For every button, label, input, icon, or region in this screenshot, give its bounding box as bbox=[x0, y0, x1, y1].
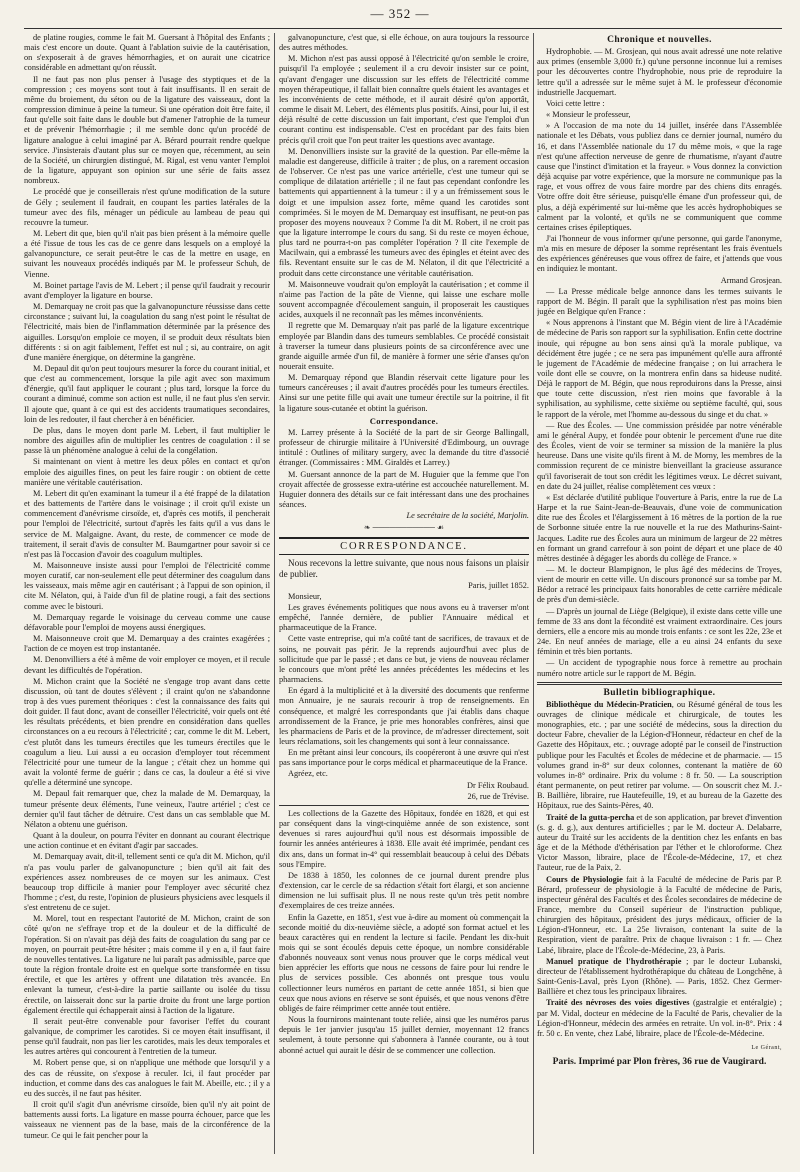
separator-line bbox=[279, 805, 529, 806]
paragraph: « Nous apprenons à l'instant que M. Bégin vient de lire à l'Académie de médecine de Paris son rapport sur la syphilisation. Enfin cette doctrine inouïe, qui répugne au bon sens ainsi qu'à la morale publique, va décidément être jugée ; ce ne sera pas impunément qu'elle aura affronté le jugement de l'Académie de médecine française ; on lui arrachera le voile dont elle se couvre, on la montrera enfin dans sa hideuse nudité. Déjà le rapport de M. Bégin, que nous reproduirons dans la Presse, ainsi que toute cette discussion, n'est rien moins que favorable à la syphilisation, au syphilisme, cette sixième ou septième faculté, qui, sous le rapport de la vérole, met l'homme au-dessous du singe et du chat. » bbox=[537, 318, 782, 419]
paragraph: M. Depaul fait remarquer que, chez la malade de M. Demarquay, la tumeur présente deux éléments, l'une veineux, l'autre artériel ; c'est ce dernier qu'il faut tâcher de détruire. C'est dans un cas semblable que M. Nélaton a obtenu une guérison. bbox=[24, 789, 270, 829]
top-rule bbox=[24, 28, 782, 29]
paragraph: Cette vaste entreprise, qui m'a coûté tant de sacrifices, de travaux et de soins, ne pouvait pas périr. Je la reprends aujourd'hui avec plus de sollicitude que par le passé ; et dans ce but, je viens de nouveau réclamer le concours que m'ont prêté les années précédentes les médecins et les pharmaciens. bbox=[279, 634, 529, 685]
correspondance-heading: CORRESPONDANCE. bbox=[279, 537, 529, 555]
column-middle bbox=[279, 33, 529, 1154]
bibliography-text: (gastralgie et entéralgie) ; par M. Vidal, docteur en médecine de la Faculté de Paris, chevalier de la Légion-d'Honneur, médecin des armées en retraite. Un vol. in-8°. Prix : 4 fr. 50 c. En vente, chez Labé, libraire, place de l'École-de-Médecine. bbox=[537, 998, 782, 1038]
paragraph: De 1838 à 1850, les colonnes de ce journal durent prendre plus d'extension, car le cercle de sa rédaction s'était fort élargi, et son ancienne dimension ne lui suffisait plus. Il ne nous reste qu'un très petit nombre d'exemplaires de ces treize années. bbox=[279, 870, 529, 911]
paragraph: Enfin la Gazette, en 1851, s'est vue à-dire au moment où commençait la seconde moitié du dix-neuvième siècle, a adopté son format actuel et les beaux caractères qui en rendent la lecture si facile. Pendant les dix-huit mois qui se sont écoulés depuis cette époque, un nombre considérable d'abonnés nouveaux sont venus nous prouver que le corps médical veut bien apprécier les efforts que nous ne cessons de faire pour lui rendre le plus de services possible. Ces abonnés ont presque tous voulu collectionner leurs numéros en partant de cette année 1851, si bien que ceux que nous avions en réserve se sont épuisés, et que nous venons d'être obligés de faire réimprimer cette année tout entière. bbox=[279, 912, 529, 1013]
letter-salutation: Monsieur, bbox=[288, 591, 322, 601]
page-number: — 352 — bbox=[370, 6, 430, 21]
chronicle-heading: Chronique et nouvelles. bbox=[607, 35, 712, 45]
paragraph: J'ai l'honneur de vous informer qu'une personne, qui garde l'anonyme, m'a mis en mesure de déposer la somme représentant les frais éventuels des expériences généreuses que vous offrez de faire, et j'attends que vous en indiquiez le montant. bbox=[537, 233, 782, 274]
grosjean-signature: Armand Grosjean. bbox=[720, 275, 782, 285]
paragraph: M. Larrey présente à la Société de la part de sir George Ballingall, professeur de chirurgie militaire à l'Université d'Edimbourg, un ouvrage intitulé : Outlines of military surgery, avec la demande du titre d'associé étranger. (Commissaires : MM. Giraldès et Larrey.) bbox=[279, 427, 529, 468]
paragraph: » A l'occasion de ma note du 14 juillet, insérée dans l'Assemblée nationale et les Débats, vous publiez dans ce dernier journal, numéro du 16, et dans l'Assemblée nationale du 17 du même mois, « que la rage n'est qu'une affection nerveuse de genre de rhumatisme, n'ayant d'autre cause que l'instinct d'imitation et la frayeur. » Vous donnez la conviction déjà acquise par votre expérience, que la morsure ne communique pas la rage, et vous offrez de vous faire mordre par des chiens dits enragés. Votre offre doit être sérieuse, puisqu'elle émane d'un professeur qui, de plus, a déjà expérimenté sur lui-même que les accès hydrophobiques se calment par la volonté, et qu'ils ne se communiquent que comme certaines crises épileptiques. bbox=[537, 121, 782, 232]
paragraph: M. Denonvilliers insiste sur la gravité de la question. Par elle-même la maladie est dangereuse, difficile à traiter ; de plus, on a rarement occasion de l'observer. Ce n'est pas une varice artérielle, c'est une tumeur qui se complique de dilatation artérielle ; il ne faut pas cependant confondre les battements qui appartiennent à la tumeur : il y a un frémissement sous le doigt et une impulsion assez forte, même quand les carotides sont comprimées. Si le moyen de M. Demarquay est insuffisant, ne peut-on pas proposer des moyens nouveaux ? Comme l'a dit M. Robert, il ne croit pas que la ligature interrompe le cours du sang. Si du reste ce moyen échoue, plus tard ne pourra-t-on pas compléter l'opération ? Il cite l'exemple de Macilwain, qui a embrassé les tumeurs avec des épingles et éteint avec des fils. Reventant ensuite sur le cas de M. Nélaton, il dit que l'électricité a produit dans cette circonstance une véritable cautérisation. bbox=[279, 146, 529, 278]
paragraph: de platine rougies, comme le fait M. Guersant à l'hôpital des Enfants ; mais c'est encore un doute. Quant à l'ablation suivie de la cautérisation, on s'exposerait à de graves hémorrhagies, et on aurait une cicatrice considérable en admettant qu'on réussît. bbox=[24, 33, 270, 73]
paragraph: M. Demarquay ne croit pas que la galvanopuncture réussisse dans cette circonstance ; suivant lui, la coagulation du sang n'est point le résultat de l'électricité, mais bien de l'inflammation déterminée par la présence des aiguilles. Lorsqu'on emploie ce moyen, il se produit deux résultats bien différents : si on agit faiblement, l'effet est nul ; si, au contraire, on agit d'une manière énergique, on détermine la gangrène. bbox=[24, 302, 270, 362]
paragraph: Quant à la douleur, on pourra l'éviter en donnant au courant électrique une action continue et en évitant d'agir par saccades. bbox=[24, 831, 270, 851]
bibliography-entry bbox=[537, 957, 782, 998]
column-divider bbox=[533, 33, 534, 1154]
paragraph: M. Michon n'est pas aussi opposé à l'électricité qu'on semble le croire, puisqu'il l'a employée ; seulement il a cru devoir insister sur ce point, qu'avant d'engager une discussion sur les effets de l'électricité comme moyen thérapeutique, il fallait bien connaître quels étaient les avantages et les inconvénients de cette méthode, et il aurait désiré qu'on apportât, comme le disait M. Lebert, des éléments plus positifs. Ainsi, pour lui, il est déjà résulté de cette discussion un fait important, c'est que l'emploi d'un courant continu est indispensable. C'est en procédant par des faits bien précis qu'il croit que l'on peut traiter les questions avec avantage. bbox=[279, 54, 529, 145]
bibliography-title: Cours de Physiologie bbox=[546, 874, 623, 884]
paragraph: M. Maisonneuve voudrait qu'on employât la cautérisation ; et comme il n'aime pas l'action de la pâte de Vienne, qui laisse une eschare molle souvent accompagnée d'écoulement sanguin, il proposerait les caustiques acides, auxquels il ne reconnaît pas les mêmes inconvénients. bbox=[279, 279, 529, 320]
paragraph: En égard à la multiplicité et à la diversité des documents que renferme mon Annuaire, je ne saurais recourir à trop de renseignements. En conséquence, et malgré les correspondants que j'ai établis dans chaque arrondissement de la France, je prie mes honorables confrères, ainsi que les pharmaciens de Paris et de la province, de m'adresser directement, soit leurs réclamations, soit les changements qui sont à leur connaissance. bbox=[279, 686, 529, 746]
printer-imprint: Paris. Imprimé par Plon frères, 36 rue de Vaugirard. bbox=[552, 1057, 767, 1068]
paragraph: M. Demarquay répond que Blandin réservait cette ligature pour les tumeurs cancéreuses ; il avait d'autres procédés pour les tumeurs érectiles. Ainsi sur une petite fille qui avait une tumeur érectile sur la poitrine, il fit la ligature sous-cutanée et obtint la guérison. bbox=[279, 373, 529, 413]
column-left bbox=[24, 33, 270, 1154]
column-right bbox=[537, 33, 782, 1154]
correspondence-notes bbox=[279, 428, 529, 510]
letter-body bbox=[279, 603, 529, 769]
gazette-notice bbox=[279, 809, 529, 1056]
paragraph: — M. le docteur Blampignon, le plus âgé des médecins de Troyes, vient de mourir en cette ville. Un discours prononcé sur sa tombe par M. Bédor a retracé les principaux faits honorables de cette carrière médicale de près d'un demi-siècle. bbox=[537, 564, 782, 605]
bibliography-list bbox=[537, 700, 782, 1039]
paragraph: M. Depaul dit qu'on peut toujours mesurer la force du courant initial, et que c'est au commencement, lorsque la pile agit avec son maximum d'énergie, qu'il faut appliquer le courant ; plus tard, lorsque la force du courant a diminué, comme son action est nulle, il ne faut plus s'en servir. Il ajoute que, quant à ce qui est des accidents traumatiques secondaires, loin de les redouter, il faut chercher à en bénéficier. bbox=[24, 364, 270, 424]
hydrophobia-note bbox=[537, 47, 782, 274]
bibliography-title: Manuel pratique de l'hydrothérapie bbox=[546, 956, 682, 966]
bibliography-heading: Bulletin bibliographique. bbox=[603, 687, 716, 698]
correspondence-subhead: Correspondance. bbox=[369, 415, 439, 426]
paragraph: galvanopuncture, c'est que, si elle échoue, on aura toujours la ressource des autres méthodes. bbox=[279, 33, 529, 53]
paragraph: M. Denonvilliers a été à même de voir employer ce moyen, et il recule devant les difficultés de l'opération. bbox=[24, 655, 270, 675]
paragraph: M. Maisonneuve insiste aussi pour l'emploi de l'électricité comme moyen curatif, car non-seulement elle peut déterminer des coagulum dans les vaisseaux, mais même agir en cautérisant ; à l'appui de son opinion, il cite M. Nélaton, qui, à l'aide d'un fil de platine rougi, a fait des sections comme avec le bistouri. bbox=[24, 560, 270, 611]
letter-address: 26, rue de Trévise. bbox=[467, 791, 529, 801]
paragraph: Les collections de la Gazette des Hôpitaux, fondée en 1828, et qui est par conséquent dans la vingt-cinquième année de son existence, sont devenues si rares aujourd'hui qu'il nous est désormais impossible de fournir les années antérieures à 1838. Elle avait été imprimée, pendant ces dix ans, dans un format in-4° qui ressemblait beaucoup à celui des Débats sous l'Empire. bbox=[279, 808, 529, 869]
bibliography-entry bbox=[537, 700, 782, 812]
secretary-signature: Le secrétaire de la société, Marjolin. bbox=[406, 511, 529, 521]
letter-signature: Dr Félix Roubaud. bbox=[467, 780, 529, 790]
bibliography-title: Bibliothèque du Médecin-Praticien bbox=[546, 699, 672, 709]
bibliography-text: ; par le docteur Lubanski, directeur de l'établissement hydrothérapique du château de Longchêne, à Saint-Genis-Laval, près Lyon (Rhône). — Paris, 1852. Chez Germer-Baillière et chez tous les principaux libraires. bbox=[537, 956, 782, 997]
paragraph: M. Guersant annonce de la part de M. Huguier que la femme que l'on croyait affectée de grossesse extra-utérine est accouchée naturellement. M. Huguier donnera des détails sur ce fait intéressant dans une des prochaines séances. bbox=[279, 469, 529, 510]
bibliography-entry bbox=[537, 813, 782, 874]
paragraph: M. Robert pense que, si on n'applique une méthode que lorsqu'il y a des cas de réussite, on s'expose à reculer. Ici, il faut procéder par induction, et comme dans des cas analogues le fait M. Abeille, etc. ; il y a eu des succès, il ne faut pas hésiter. bbox=[24, 1058, 270, 1098]
paragraph: Voici cette lettre : bbox=[546, 98, 605, 108]
paragraph: Hydrophobie. — M. Grosjean, qui nous avait adressé une note relative aux primes (ensemble 3,000 fr.) qu'une personne inconnue lui a remises pour les découvertes contre l'hydrophobie, nous prie de reproduire la lettre qu'il a adressée sur le même sujet à M. le professeur d'économie industrielle Jacquemart. bbox=[537, 47, 782, 97]
paragraph: M. Lebert dit que, bien qu'il n'ait pas bien présent à la mémoire quelle a été l'issue de tous les cas de ce genre dans lesquels on a employé la galvanopuncture, ce serait peut-être le cas de la mettre en usage, en suivant les nouveaux procédés indiqués par M. le professeur Schuh, de Vienne. bbox=[24, 228, 270, 279]
paragraph: Il ne faut pas non plus penser à l'usage des styptiques et de la compression ; ces moyens sont tout à fait insuffisants. Il en serait de même du broiement, du séton ou de la ligature des vaisseaux, dont la compression diminue à peine la tumeur. Si une opération doit être faite, il faut qu'elle soit faite dans le double but d'amener l'atrophie de la tumeur et de prévenir l'hémorrhagie ; il me semble donc qu'un procédé de ligature analogue à celui imaginé par A. Bérard pourrait rendre quelque service. J'insisterais d'autant plus sur ce moyen que, récemment, au sein de la Société, un chirurgien distingué, M. Rigal, est venu vanter l'emploi de la ligature, appuyant son opinion sur une série de faits assez nombreux. bbox=[24, 74, 270, 186]
society-discussion bbox=[279, 33, 529, 414]
bibliography-text: fait à la Faculté de médecine de Paris par P. Bérard, professeur de physiologie à la Faculté de médecine de Paris, inspecteur général des Facultés et des Écoles secondaires de médecine de France, membre du Conseil supérieur de l'instruction publique, chirurgien des hôpitaux, président des jurys médicaux, officier de la Légion-d'Honneur, etc. La 25e livraison, contenant la suite de la Respiration, vient de paraître. Prix de chaque livraison : 1 fr. — Chez Labé, libraire, place de l'École-de-Médecine, 23, à Paris. bbox=[537, 874, 782, 955]
paragraph: Le procédé que je conseillerais n'est qu'une modification de la suture de Gély ; seulement il faudrait, en coupant les parties latérales de la tumeur avec des fils, ménager un pédicule au lambeau de peau qui recouvre la tumeur. bbox=[24, 187, 270, 227]
separator-line bbox=[537, 682, 782, 685]
paragraph: Les graves événements politiques que nous avons eu à traverser m'ont empêché, l'année dernière, de publier l'Annuaire médical et pharmaceutique de la France. bbox=[279, 602, 529, 633]
paragraph: — D'après un journal de Liège (Belgique), il existe dans cette ville une femme de 33 ans dont la fécondité est vraiment extraordinaire. Ces jours derniers, elle a encore mis au monde trois enfants : ce sont les 22e, 23e et 24e. En neuf années de mariage, elle a eu ainsi 24 enfants du sexe féminin et très bien portants. bbox=[537, 606, 782, 657]
paragraph: M. Morel, tout en respectant l'autorité de M. Michon, craint de son côté qu'on ne s'effraye trop et de la douleur et de la difficulté de l'opération. Si on n'avait pas déjà des faits de coagulation du sang par ce moyen, on pourrait peut-être hésiter ; mais comme il y en a, il faut faire de nouvelles tentatives. La ligature ne lui paraît pas admissible, parce que toute la région frontale droite est en quelque sorte transformée en tissu érectile, et que les artères y offrent une dilatation très avancée. En enlevant la tumeur, c'est-à-dire la partie saillante ou isolée du tissu érectile, on laisserait donc sur la partie droite du front une large portion également érectile qui échapperait ainsi à l'action de la ligature. bbox=[24, 914, 270, 1015]
paragraph: — Un accident de typographie nous force à remettre au prochain numéro notre article sur le rapport de M. Bégin. bbox=[537, 658, 782, 678]
bibliography-entry bbox=[537, 875, 782, 956]
news-items bbox=[537, 287, 782, 679]
paragraph: M. Boinet partage l'avis de M. Lebert ; il pense qu'il faudrait y recourir avant d'employer la ligature en bourse. bbox=[24, 280, 270, 300]
gerant-label: Le Gérant, bbox=[751, 1045, 782, 1051]
paragraph: En me prêtant ainsi leur concours, ils coopéreront à une œuvre qui n'est pas sans importance pour le corps médical et pharmaceutique de la France. bbox=[279, 748, 529, 768]
letter-date: Paris, juillet 1852. bbox=[468, 580, 529, 590]
paragraph: Nous la fournirons maintenant toute reliée, ainsi que les numéros parus depuis le 1er janvier jusqu'au 15 juillet dernier, moyennant 12 francs seulement, à toute personne qui s'abonnera à l'année courante, ou à tout abonné actuel qui aurait le désir de se commencer une collection. bbox=[279, 1015, 529, 1055]
paragraph: Si maintenant on vient à mettre les deux pôles en contact et qu'on emploie des aiguilles fines, on peut les faire rougir : on obtient de cette manière une véritable cautérisation. bbox=[24, 457, 270, 487]
paragraph: M. Lebert dit qu'en examinant la tumeur il a été frappé de la dilatation et des battements de l'artère dans le voisinage ; il croit qu'il existe un commencement d'anévrisme cirsoïde, et, d'après ces motifs, il pencherait pour l'emploi de l'électricité, surtout d'après les faits qu'il a vus dans le service de M. Malgaigne. Avant, du reste, de commencer ce mode de traitement, il serait d'avis de consulter M. Baumgartner pour savoir si ce n'est pas là l'occasion d'avoir des coagulum multiples. bbox=[24, 488, 270, 559]
paragraph: — La Presse médicale belge annonce dans les termes suivants le rapport de M. Bégin. Il paraît que la syphilisation n'est pas moins bien jugée en Belgique qu'en France : bbox=[537, 286, 782, 317]
ornament-divider: ❧ ─────────── ☙ bbox=[363, 523, 445, 533]
bibliography-title: Traité de la gutta-percha bbox=[546, 812, 635, 822]
paragraph: M. Maisonneuve croit que M. Demarquay a des craintes exagérées ; l'action de ce moyen est trop instantanée. bbox=[24, 634, 270, 654]
letter-intro: Nous recevons la lettre suivante, que nous nous faisons un plaisir de publier. bbox=[279, 557, 529, 579]
paragraph: « Est déclarée d'utilité publique l'ouverture à Paris, entre la rue de La Harpe et la rue Saint-Jean-de-Beauvais, d'une voie de communication dite rue des Écoles et l'élargissement à 16 mètres de la portion de la rue de Sorbonne située entre la rue nouvelle et la rue des Mathurins-Saint-Jacques. Ladite rue des Écoles aura un minimum de largeur de 22 mètres en formant un grand carrefour à son point de départ et une place de 40 mètres destinée à dégager les abords du collège de France. » bbox=[537, 492, 782, 563]
paragraph: Il regrette que M. Demarquay n'ait pas parlé de la ligature excentrique employée par Blandin dans des tumeurs semblables. Ce procédé consistait à traverser la tumeur dans plusieurs points de sa circonférence avec une grande aiguille armée d'un fil, de manière à former une série d'anses qu'on nouerait ensuite. bbox=[279, 321, 529, 371]
paragraph: M. Demarquay avait, dit-il, tellement senti ce qu'a dit M. Michon, qu'il n'a pas voulu parler de galvanopuncture ; bien qu'il ait fait des expériences assez nombreuses de ce moyen sur les animaux. C'est beaucoup trop difficile à manier pour l'employer avec sécurité chez l'homme ; c'est, du reste, l'opinion de plusieurs physiciens avec lesquels il s'est entretenu de ce sujet. bbox=[24, 852, 270, 913]
paragraph: M. Michon craint que la Société ne s'engage trop avant dans cette discussion, où tant de doutes s'élèvent ; il craint qu'on ne s'abandonne trop à des vues purement théoriques : c'est la connaissance des faits qui doit guider. Il faut donc, avant de conseiller l'électricité, voir quels ont été les résultats précédents, et bien prendre en considération dans quelles circonstances on a eu recours à l'électricité ; car, comme le dit M. Lebert, c'est plutôt dans les tumeurs érectiles que les tumeurs érectiles que le coagulum a lieu. Lui aussi a eu occasion d'employer tout récemment l'électricité pour une tumeur de la langue ; c'était chez un homme qui avait la volonté ferme de guérir ; dans ce cas, la douleur a été si vive qu'elle a déterminé une syncope. bbox=[24, 676, 270, 788]
letter-closing: Agréez, etc. bbox=[288, 769, 328, 779]
paragraph: De plus, dans le moyen dont parle M. Lebert, il faut multiplier le nombre des aiguilles afin de multiplier les centres de coagulation : il se passe là un phénomène analogue à celui de la congélation. bbox=[24, 425, 270, 456]
paragraph: « Monsieur le professeur, bbox=[546, 110, 631, 120]
bibliography-text: , ou Résumé général de tous les ouvrages de clinique médicale et chirurgicale, de toutes les monographies, etc. ; par une société de médecins, sous la direction du docteur Fabre, chevalier de la Légion-d'Honneur, rédacteur en chef de la Gazette des Hôpitaux, etc. ; ouvrage adopté par le conseil de l'instruction publique pour les Facultés et Écoles de médecine et de pharmacie. — 15 volumes grand in-8° sur deux colonnes, contenant la matière de 60 volumes in-8° ordinaire. Prix du volume : 8 fr. 50. — La souscription étant permanente, on peut retirer par volume. — On souscrit chez M. J.-B. Baillière, libraire, rue Hautefeuille, 19, et au bureau de la Gazette des Hôpitaux, rue des Saints-Pères, 40. bbox=[537, 699, 782, 811]
bibliography-text: et de son application, par brevet d'invention (s. g. d. g.), aux dentures artificielles ; par le M. docteur A. Delabarre, auteur du Traité sur les accidents de la dentition chez les enfants en bas âge et de la Méthode d'éthérisation par l'éther et le chloroforme. Chez Victor Masson, libraire, place de l'École-de-Médecine, 17, et chez l'auteur, rue de la Paix, 2. bbox=[537, 812, 782, 873]
bibliography-entry bbox=[537, 998, 782, 1039]
paragraph: — Rue des Écoles. — Une commission présidée par notre vénérable ami le général Aupy, et fondée pour obtenir le percement d'une rue dite des Écoles, vient de voir se terminer sa mission de la manière la plus heureuse. Dans une visite qu'ils firent à M. de Morny, les membres de la commission reçurent de ce ministre bienveillant la gracieuse assurance qu'il favoriserait de tout son crédit les légitimes vœux. Le décret suivant, en date du 24 juillet, réalise complètement ces vœux : bbox=[537, 420, 782, 491]
paragraph: M. Demarquay regarde le voisinage du cerveau comme une cause défavorable pour l'emploi de moyens aussi énergiques. bbox=[24, 612, 270, 632]
column-divider bbox=[274, 33, 275, 1154]
paragraph: Il croit qu'il s'agit d'un anévrisme cirsoïde, bien qu'il n'y ait point de battements aussi forts. La ligature en masse pourra échouer, parce que les vaisseaux ne viennent pas de la base, mais de la circonférence de la tumeur. Ce qui le fait pencher pour la bbox=[24, 1100, 270, 1140]
bibliography-title: Traité des névroses des voies digestives bbox=[546, 998, 690, 1008]
paragraph: Il serait peut-être convenable pour favoriser l'effet du courant galvanique, de comprimer les carotides. Si ce moyen était insuffisant, il pense qu'il faudrait, non pas lier les carotides, mais les deux temporales et les autres artères qui concourent à l'entretien de la tumeur. bbox=[24, 1016, 270, 1057]
